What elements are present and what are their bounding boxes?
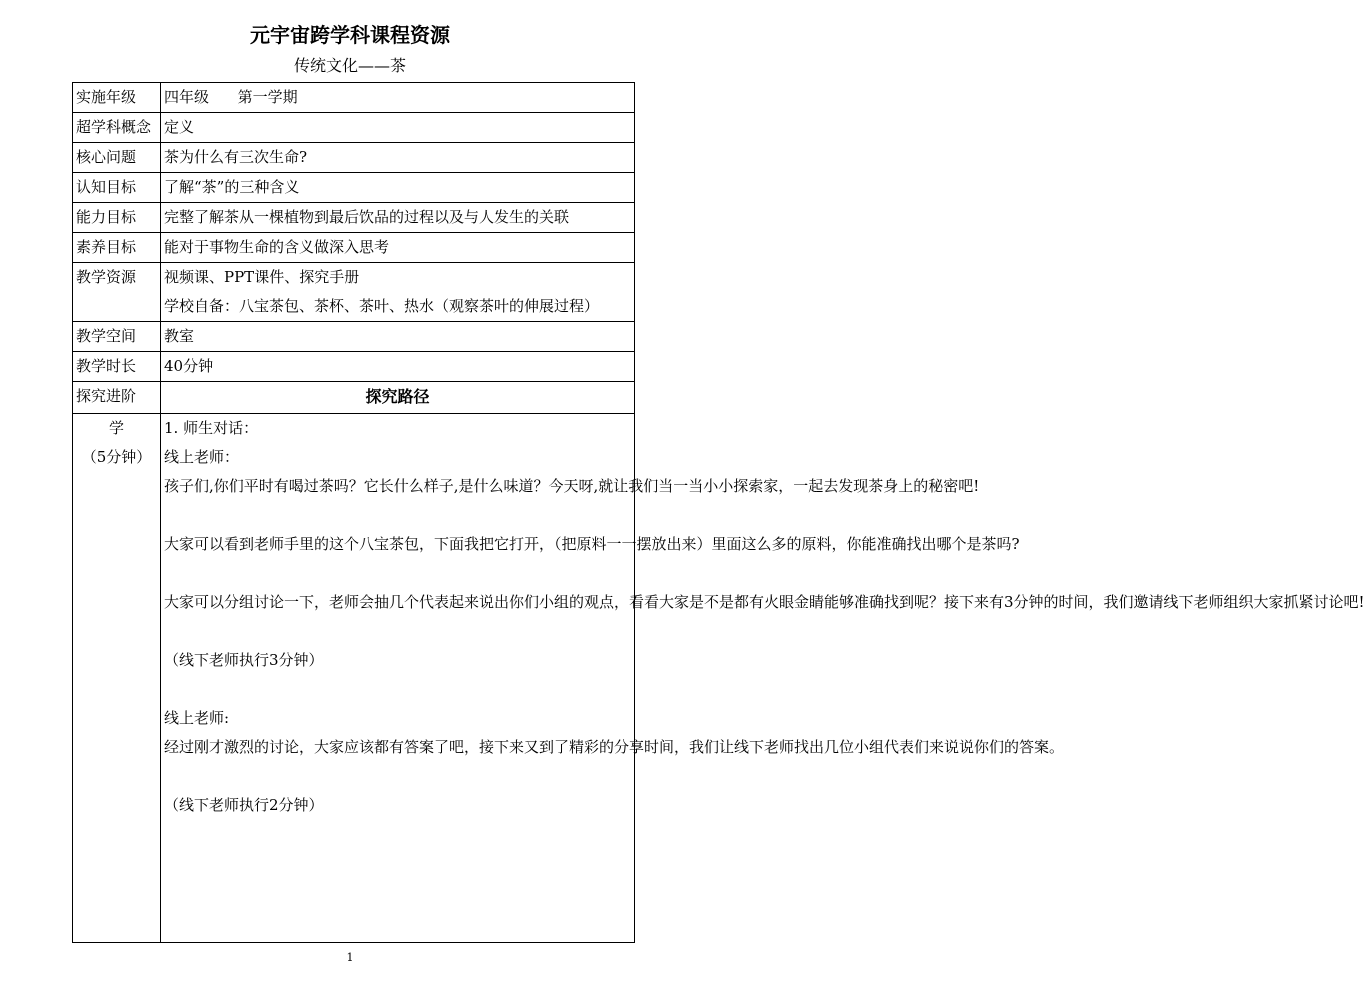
document-subtitle: 传统文化——茶	[293, 56, 406, 75]
body-note: （线下老师执行3分钟）	[164, 651, 324, 669]
row-label-resources: 教学资源	[73, 263, 161, 322]
body-paragraph: 大家可以看到老师手里的这个八宝茶包，下面我把它打开，（把原料一一摆放出来）里面这么多的原料，你能准确找出哪个是茶吗?	[164, 535, 1020, 553]
table-row	[73, 203, 635, 233]
row-label-concept: 超学科概念	[73, 113, 161, 143]
table-row	[73, 263, 635, 322]
row-value-resources	[161, 263, 635, 322]
table-row	[73, 173, 635, 203]
row-value-ability-goal: 完整了解茶从一棵植物到最后饮品的过程以及与人发生的关联	[161, 203, 635, 233]
row-value-duration: 40分钟	[161, 352, 635, 382]
body-speaker: 线上老师：	[164, 448, 240, 466]
stage-name: 学	[108, 419, 124, 437]
row-label-literacy-goal: 素养目标	[73, 233, 161, 263]
lesson-plan-table	[72, 82, 1365, 943]
row-label-grade: 实施年级	[73, 83, 161, 113]
row-value-cognitive-goal: 了解“茶”的三种含义	[161, 173, 635, 203]
table-row	[73, 113, 635, 143]
page-number: 1	[346, 951, 354, 964]
table-row	[73, 382, 635, 414]
table-row	[73, 233, 635, 263]
row-value-core-question: 茶为什么有三次生命?	[161, 143, 635, 173]
body-item-heading: 1. 师生对话：	[164, 419, 259, 437]
table-row	[73, 414, 635, 943]
row-label-cognitive-goal: 认知目标	[73, 173, 161, 203]
body-paragraph: 孩子们,你们平时有喝过茶吗？它长什么样子,是什么味道？今天呀,就让我们当一当小小探索家，一起去发现茶身上的秘密吧!	[164, 477, 980, 495]
row-value-concept: 定义	[161, 113, 635, 143]
stage-cell	[73, 414, 161, 943]
stage-body	[161, 414, 1365, 943]
body-speaker: 线上老师:	[164, 709, 230, 727]
row-label-ability-goal: 能力目标	[73, 203, 161, 233]
document-title: 元宇宙跨学科课程资源	[250, 23, 450, 47]
body-paragraph: 大家可以分组讨论一下，老师会抽几个代表起来说出你们小组的观点，看看大家是不是都有火眼金睛能够准确找到呢？接下来有3分钟的时间，我们邀请线下老师组织大家抓紧讨论吧!	[164, 593, 1365, 611]
table-row	[73, 83, 635, 113]
resources-line-2: 学校自备：八宝茶包、茶杯、茶叶、热水（观察茶叶的伸展过程）	[164, 297, 600, 315]
body-note: （线下老师执行2分钟）	[164, 796, 324, 814]
header-path-label: 探究路径	[161, 382, 635, 414]
row-label-duration: 教学时长	[73, 352, 161, 382]
row-label-space: 教学空间	[73, 322, 161, 352]
row-value-space: 教室	[161, 322, 635, 352]
stage-time: （5分钟）	[81, 448, 152, 466]
table-row	[73, 322, 635, 352]
table-row	[73, 143, 635, 173]
body-paragraph: 经过刚才激烈的讨论，大家应该都有答案了吧，接下来又到了精彩的分享时间，我们让线下老师找出几位小组代表们来说说你们的答案。	[164, 738, 1065, 756]
resources-line-1: 视频课、PPT课件、探究手册	[164, 268, 360, 286]
header-stage-label: 探究进阶	[73, 382, 161, 414]
table-row	[73, 352, 635, 382]
row-label-core-question: 核心问题	[73, 143, 161, 173]
row-value-literacy-goal: 能对于事物生命的含义做深入思考	[161, 233, 635, 263]
row-value-grade: 四年级 第一学期	[161, 83, 635, 113]
